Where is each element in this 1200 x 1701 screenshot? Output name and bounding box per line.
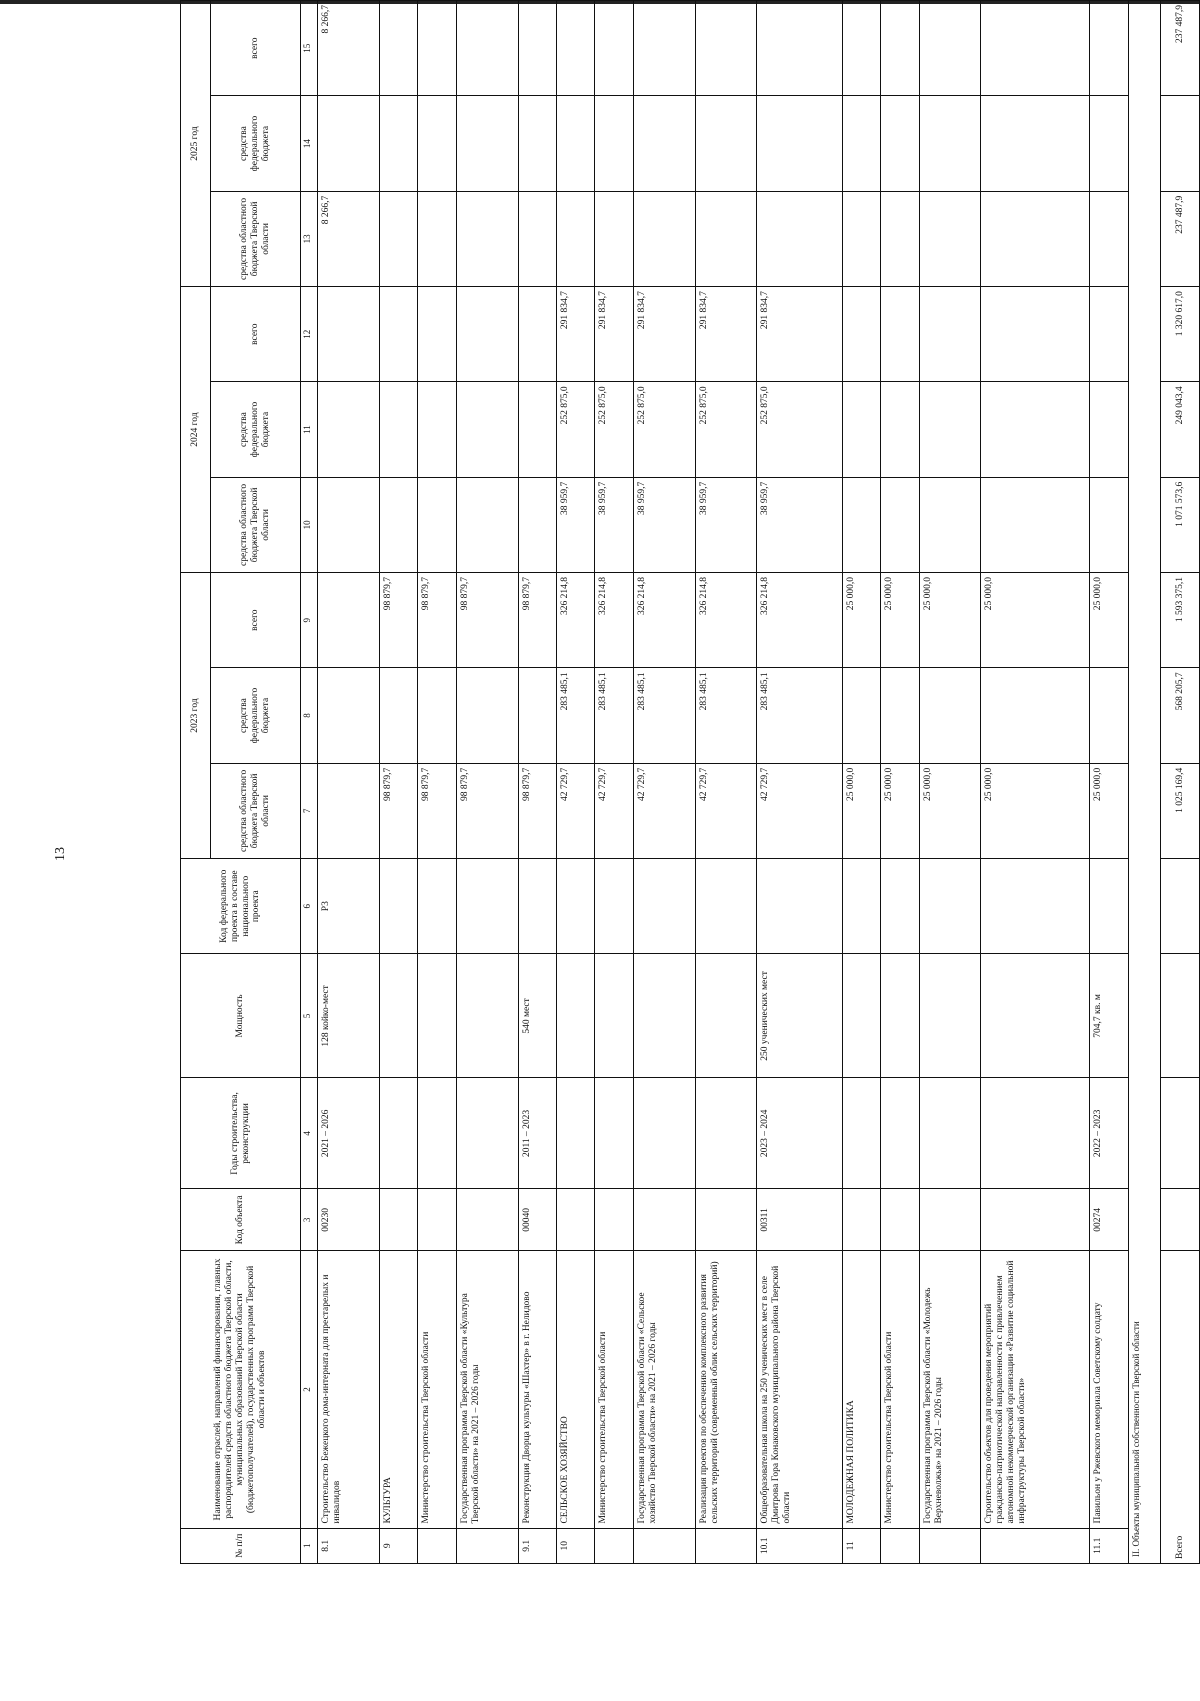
cell-obl-2023: 98 879,7 (456, 763, 518, 858)
cell-total-2023: 326 214,8 (757, 573, 842, 668)
cell-obl-2025 (695, 191, 757, 286)
cell-obl-2023: 42 729,7 (633, 763, 695, 858)
cell-total-2025 (518, 1, 556, 96)
total-total-2025: 237 487,9 (1161, 1, 1200, 96)
cell-federal-project-code (1090, 859, 1128, 954)
cell-total-2025 (881, 1, 919, 96)
cell-object-code: 00311 (757, 1189, 842, 1251)
cell-build-years (633, 1078, 695, 1189)
cell-capacity (556, 954, 594, 1078)
cell-total-2025 (595, 1, 633, 96)
cell-obl-2025 (919, 191, 981, 286)
cell-obl-2024 (456, 477, 518, 572)
cell-row-number: 8.1 (318, 1528, 380, 1563)
cell-capacity (633, 954, 695, 1078)
cell-fed-2025 (418, 96, 456, 191)
cell-federal-project-code (633, 859, 695, 954)
table-row (1090, 1, 1128, 1564)
cell-obl-2024: 38 959,7 (695, 477, 757, 572)
cell-row-name: Реконструкция Дворца культуры «Шахтер» в г. Нелидово (518, 1251, 556, 1528)
total-fed-2025 (1161, 96, 1200, 191)
total-obl-2023: 1 025 169,4 (1161, 763, 1200, 858)
cell-obl-2025 (981, 191, 1090, 286)
cell-capacity: 704,7 кв. м (1090, 954, 1128, 1078)
cell-row-name: Реализация проектов по обеспечению комплексного развития сельских территорий (современный облик сельских территорий) (695, 1251, 757, 1528)
cell-obl-2024 (981, 477, 1090, 572)
cell-fed-2025 (981, 96, 1090, 191)
cell-row-number (919, 1528, 981, 1563)
header-2023-total: всего (211, 573, 301, 668)
cell-obl-2024: 38 959,7 (633, 477, 695, 572)
cell-build-years: 2021 – 2026 (318, 1078, 380, 1189)
cell-total-2025 (556, 1, 594, 96)
cell-total-2024 (318, 287, 380, 382)
col-number: 6 (301, 859, 318, 954)
cell-obl-2023: 98 879,7 (518, 763, 556, 858)
header-capacity: Мощность (181, 954, 301, 1078)
cell-total-2024 (1090, 287, 1128, 382)
cell-fed-2025 (881, 96, 919, 191)
cell-fed-2025 (318, 96, 380, 191)
cell-row-number (881, 1528, 919, 1563)
cell-object-code: 00040 (518, 1189, 556, 1251)
cell-obl-2023: 42 729,7 (595, 763, 633, 858)
table-row (418, 1, 456, 1564)
cell-fed-2024 (518, 382, 556, 477)
cell-federal-project-code (842, 859, 880, 954)
cell-obl-2023: 98 879,7 (418, 763, 456, 858)
cell-fed-2023 (981, 668, 1090, 763)
table-body (318, 1, 1200, 1564)
cell-fed-2023: 283 485,1 (695, 668, 757, 763)
cell-row-number (695, 1528, 757, 1563)
cell-build-years (981, 1078, 1090, 1189)
cell-row-name: Государственная программа Тверской области «Культура Тверской области» на 2021 – 2026 годы (456, 1251, 518, 1528)
cell-total-2024: 291 834,7 (633, 287, 695, 382)
cell-obl-2023: 25 000,0 (981, 763, 1090, 858)
cell-fed-2023 (919, 668, 981, 763)
cell-obl-2025 (418, 191, 456, 286)
cell-object-code (919, 1189, 981, 1251)
cell-capacity (595, 954, 633, 1078)
cell-fed-2024 (379, 382, 417, 477)
cell-total-2025 (633, 1, 695, 96)
col-number: 12 (301, 287, 318, 382)
cell-obl-2024 (518, 477, 556, 572)
cell-total-2023: 326 214,8 (595, 573, 633, 668)
cell-fed-2024: 252 875,0 (595, 382, 633, 477)
cell-federal-project-code: Р3 (318, 859, 380, 954)
col-number: 4 (301, 1078, 318, 1189)
section-row (1128, 1, 1161, 1564)
column-numbers-row (301, 1, 318, 1564)
cell-total-2023: 98 879,7 (418, 573, 456, 668)
header-fedcode: Код федерального проекта в составе национального проекта (181, 859, 301, 954)
cell-row-name: Государственная программа Тверской области «Молодежь Верхневолжья» на 2021 – 2026 годы (919, 1251, 981, 1528)
cell-fed-2025 (633, 96, 695, 191)
cell-obl-2023: 42 729,7 (757, 763, 842, 858)
header-years: Годы строительства, реконструкции (181, 1078, 301, 1189)
header-2024-obl: средства областного бюджета Тверской области (211, 477, 301, 572)
cell-fed-2024: 252 875,0 (633, 382, 695, 477)
total-empty-cell (1161, 1078, 1200, 1189)
cell-total-2024: 291 834,7 (556, 287, 594, 382)
table-row (881, 1, 919, 1564)
col-number: 1 (301, 1528, 318, 1563)
cell-obl-2024: 38 959,7 (556, 477, 594, 572)
cell-obl-2025 (518, 191, 556, 286)
cell-build-years: 2022 – 2023 (1090, 1078, 1128, 1189)
total-fed-2024: 249 043,4 (1161, 382, 1200, 477)
total-fed-2023: 568 205,7 (1161, 668, 1200, 763)
header-2025: 2025 год (181, 1, 211, 287)
cell-fed-2023: 283 485,1 (556, 668, 594, 763)
cell-fed-2023: 283 485,1 (633, 668, 695, 763)
cell-row-number: 11.1 (1090, 1528, 1128, 1563)
cell-total-2023: 25 000,0 (981, 573, 1090, 668)
cell-fed-2024 (318, 382, 380, 477)
cell-fed-2023 (456, 668, 518, 763)
header-name: Наименование отраслей, направлений финансирования, главных распорядителей средств областного бюджета Тверской области, муниципальных образований Тверской области (бюджетополучателей), государственных программ Тверской области и объектов (181, 1251, 301, 1528)
cell-object-code: 00274 (1090, 1189, 1128, 1251)
cell-obl-2023: 25 000,0 (881, 763, 919, 858)
cell-federal-project-code (757, 859, 842, 954)
cell-build-years: 2011 – 2023 (518, 1078, 556, 1189)
cell-total-2024: 291 834,7 (695, 287, 757, 382)
cell-total-2023: 326 214,8 (556, 573, 594, 668)
total-row (1161, 1, 1200, 1564)
cell-obl-2023: 25 000,0 (842, 763, 880, 858)
table-row (695, 1, 757, 1564)
cell-object-code (556, 1189, 594, 1251)
cell-federal-project-code (695, 859, 757, 954)
header-2023-obl: средства областного бюджета Тверской области (211, 763, 301, 858)
header-2025-fed: средства федерального бюджета (211, 96, 301, 191)
cell-total-2025: 8 266,7 (318, 1, 380, 96)
cell-obl-2025 (757, 191, 842, 286)
table-row (633, 1, 695, 1564)
cell-capacity (456, 954, 518, 1078)
cell-fed-2024: 252 875,0 (695, 382, 757, 477)
cell-obl-2023 (318, 763, 380, 858)
cell-object-code (456, 1189, 518, 1251)
cell-object-code (842, 1189, 880, 1251)
cell-obl-2024 (379, 477, 417, 572)
col-number: 9 (301, 573, 318, 668)
cell-fed-2023 (418, 668, 456, 763)
cell-row-name: Павильон у Ржевского мемориала Советскому солдату (1090, 1251, 1128, 1528)
cell-obl-2023: 42 729,7 (556, 763, 594, 858)
cell-federal-project-code (456, 859, 518, 954)
cell-row-name: Строительство Бежецкого дома-интерната для престарелых и инвалидов (318, 1251, 380, 1528)
cell-row-number (595, 1528, 633, 1563)
cell-federal-project-code (418, 859, 456, 954)
cell-object-code (695, 1189, 757, 1251)
col-number: 2 (301, 1251, 318, 1528)
cell-row-number (981, 1528, 1090, 1563)
cell-fed-2025 (518, 96, 556, 191)
cell-row-number: 11 (842, 1528, 880, 1563)
cell-row-number (456, 1528, 518, 1563)
col-number: 11 (301, 382, 318, 477)
cell-obl-2023: 25 000,0 (1090, 763, 1128, 858)
cell-obl-2023: 25 000,0 (919, 763, 981, 858)
cell-obl-2023: 98 879,7 (379, 763, 417, 858)
cell-row-number: 10.1 (757, 1528, 842, 1563)
cell-total-2024: 291 834,7 (595, 287, 633, 382)
cell-total-2025 (418, 1, 456, 96)
header-2024-fed: средства федерального бюджета (211, 382, 301, 477)
cell-fed-2024: 252 875,0 (757, 382, 842, 477)
cell-row-name: Общеобразовательная школа на 250 ученических мест в селе Дмитрова Гора Конаковского муниципального района Тверской области (757, 1251, 842, 1528)
cell-build-years (595, 1078, 633, 1189)
cell-obl-2024 (881, 477, 919, 572)
table-row (595, 1, 633, 1564)
col-number: 5 (301, 954, 318, 1078)
cell-total-2024 (919, 287, 981, 382)
cell-fed-2024 (456, 382, 518, 477)
table-row (757, 1, 842, 1564)
cell-total-2023: 326 214,8 (695, 573, 757, 668)
cell-fed-2025 (695, 96, 757, 191)
cell-total-2025 (1090, 1, 1128, 96)
cell-fed-2025 (1090, 96, 1128, 191)
cell-fed-2024 (418, 382, 456, 477)
cell-fed-2023 (518, 668, 556, 763)
col-number: 10 (301, 477, 318, 572)
budget-table (180, 0, 1200, 1564)
cell-fed-2023 (881, 668, 919, 763)
section-title: II. Объекты муниципальной собственности Тверской области (1128, 1, 1161, 1564)
cell-build-years (456, 1078, 518, 1189)
table-row (318, 1, 380, 1564)
total-total-2024: 1 320 617,0 (1161, 287, 1200, 382)
cell-capacity (919, 954, 981, 1078)
cell-federal-project-code (595, 859, 633, 954)
cell-federal-project-code (881, 859, 919, 954)
total-total-2023: 1 593 375,1 (1161, 573, 1200, 668)
cell-obl-2024 (919, 477, 981, 572)
col-number: 13 (301, 191, 318, 286)
cell-capacity: 128 койко-мест (318, 954, 380, 1078)
cell-obl-2024: 38 959,7 (757, 477, 842, 572)
page-number: 13 (53, 847, 68, 861)
cell-fed-2023 (1090, 668, 1128, 763)
cell-capacity (418, 954, 456, 1078)
table-row (456, 1, 518, 1564)
cell-federal-project-code (379, 859, 417, 954)
cell-fed-2023: 283 485,1 (757, 668, 842, 763)
col-number: 3 (301, 1189, 318, 1251)
cell-total-2024 (842, 287, 880, 382)
col-number: 7 (301, 763, 318, 858)
cell-row-name: Министерство строительства Тверской области (881, 1251, 919, 1528)
cell-total-2023: 98 879,7 (518, 573, 556, 668)
header-2025-total: всего (211, 1, 301, 96)
cell-total-2024 (881, 287, 919, 382)
cell-fed-2023 (379, 668, 417, 763)
cell-total-2024 (981, 287, 1090, 382)
total-obl-2025: 237 487,9 (1161, 191, 1200, 286)
cell-federal-project-code (518, 859, 556, 954)
cell-object-code: 00230 (318, 1189, 380, 1251)
header-code: Код объекта (181, 1189, 301, 1251)
budget-table-sheet (180, 0, 1200, 1564)
cell-fed-2024 (881, 382, 919, 477)
cell-federal-project-code (919, 859, 981, 954)
header-2024-total: всего (211, 287, 301, 382)
col-number: 15 (301, 1, 318, 96)
table-row (842, 1, 880, 1564)
cell-build-years (695, 1078, 757, 1189)
cell-row-number: 9 (379, 1528, 417, 1563)
cell-fed-2025 (842, 96, 880, 191)
table-row (556, 1, 594, 1564)
cell-row-name: МОЛОДЕЖНАЯ ПОЛИТИКА (842, 1251, 880, 1528)
cell-row-number (418, 1528, 456, 1563)
cell-build-years (379, 1078, 417, 1189)
cell-fed-2025 (556, 96, 594, 191)
cell-capacity (695, 954, 757, 1078)
table-row (919, 1, 981, 1564)
cell-object-code (418, 1189, 456, 1251)
total-label: Всего (1161, 1251, 1200, 1564)
cell-obl-2025 (633, 191, 695, 286)
cell-total-2025 (695, 1, 757, 96)
cell-total-2023 (318, 573, 380, 668)
cell-fed-2025 (919, 96, 981, 191)
cell-capacity (981, 954, 1090, 1078)
cell-obl-2025 (456, 191, 518, 286)
cell-fed-2023: 283 485,1 (595, 668, 633, 763)
cell-build-years (842, 1078, 880, 1189)
cell-row-name: Министерство строительства Тверской области (418, 1251, 456, 1528)
cell-object-code (881, 1189, 919, 1251)
total-empty-cell (1161, 859, 1200, 954)
cell-federal-project-code (981, 859, 1090, 954)
table-row (981, 1, 1090, 1564)
cell-row-number: 9.1 (518, 1528, 556, 1563)
cell-obl-2025: 8 266,7 (318, 191, 380, 286)
cell-row-number: 10 (556, 1528, 594, 1563)
cell-total-2025 (456, 1, 518, 96)
cell-fed-2024 (1090, 382, 1128, 477)
cell-row-number (633, 1528, 695, 1563)
cell-total-2025 (919, 1, 981, 96)
header-2023-fed: средства федерального бюджета (211, 668, 301, 763)
cell-row-name: Строительство объектов для проведения мероприятий гражданско-патриотической направленности с привлечением автономной некоммерческой организации «Развитие социальной инфраструктуры Тверской области» (981, 1251, 1090, 1528)
cell-build-years (556, 1078, 594, 1189)
cell-total-2024 (518, 287, 556, 382)
cell-fed-2024: 252 875,0 (556, 382, 594, 477)
cell-build-years (919, 1078, 981, 1189)
cell-fed-2025 (757, 96, 842, 191)
cell-total-2024 (456, 287, 518, 382)
cell-capacity (379, 954, 417, 1078)
header-2023: 2023 год (181, 573, 211, 859)
cell-obl-2025 (556, 191, 594, 286)
cell-fed-2024 (919, 382, 981, 477)
header-num: № п/п (181, 1528, 301, 1563)
cell-capacity (842, 954, 880, 1078)
cell-total-2024 (379, 287, 417, 382)
cell-federal-project-code (556, 859, 594, 954)
cell-row-name: СЕЛЬСКОЕ ХОЗЯЙСТВО (556, 1251, 594, 1528)
cell-obl-2024 (1090, 477, 1128, 572)
cell-fed-2025 (595, 96, 633, 191)
cell-row-name: Министерство строительства Тверской области (595, 1251, 633, 1528)
cell-fed-2024 (842, 382, 880, 477)
cell-obl-2023: 42 729,7 (695, 763, 757, 858)
cell-build-years (418, 1078, 456, 1189)
cell-obl-2025 (881, 191, 919, 286)
cell-total-2025 (379, 1, 417, 96)
total-empty-cell (1161, 1189, 1200, 1251)
cell-object-code (595, 1189, 633, 1251)
cell-capacity: 250 ученических мест (757, 954, 842, 1078)
col-number: 14 (301, 96, 318, 191)
cell-build-years: 2023 – 2024 (757, 1078, 842, 1189)
cell-obl-2024 (318, 477, 380, 572)
cell-total-2023: 326 214,8 (633, 573, 695, 668)
cell-total-2025 (981, 1, 1090, 96)
cell-total-2025 (757, 1, 842, 96)
cell-total-2023: 25 000,0 (919, 573, 981, 668)
cell-fed-2023 (318, 668, 380, 763)
total-empty-cell (1161, 954, 1200, 1078)
col-number: 8 (301, 668, 318, 763)
cell-total-2025 (842, 1, 880, 96)
cell-object-code (981, 1189, 1090, 1251)
cell-capacity: 540 мест (518, 954, 556, 1078)
cell-row-name: КУЛЬТУРА (379, 1251, 417, 1528)
cell-total-2023: 25 000,0 (881, 573, 919, 668)
cell-object-code (379, 1189, 417, 1251)
cell-capacity (881, 954, 919, 1078)
header-2024: 2024 год (181, 287, 211, 573)
cell-obl-2025 (1090, 191, 1128, 286)
cell-obl-2024 (418, 477, 456, 572)
cell-total-2023: 98 879,7 (456, 573, 518, 668)
cell-total-2023: 25 000,0 (1090, 573, 1128, 668)
cell-total-2024: 291 834,7 (757, 287, 842, 382)
cell-total-2023: 98 879,7 (379, 573, 417, 668)
cell-total-2023: 25 000,0 (842, 573, 880, 668)
cell-fed-2023 (842, 668, 880, 763)
cell-obl-2025 (842, 191, 880, 286)
cell-row-name: Государственная программа Тверской области «Сельское хозяйство Тверской области» на 2021 – 2026 годы (633, 1251, 695, 1528)
cell-fed-2024 (981, 382, 1090, 477)
cell-obl-2024 (842, 477, 880, 572)
cell-object-code (633, 1189, 695, 1251)
cell-obl-2024: 38 959,7 (595, 477, 633, 572)
cell-total-2024 (418, 287, 456, 382)
table-row (518, 1, 556, 1564)
cell-build-years (881, 1078, 919, 1189)
cell-obl-2025 (379, 191, 417, 286)
cell-fed-2025 (379, 96, 417, 191)
total-obl-2024: 1 071 573,6 (1161, 477, 1200, 572)
table-row (379, 1, 417, 1564)
cell-fed-2025 (456, 96, 518, 191)
cell-obl-2025 (595, 191, 633, 286)
header-2025-obl: средства областного бюджета Тверской области (211, 191, 301, 286)
